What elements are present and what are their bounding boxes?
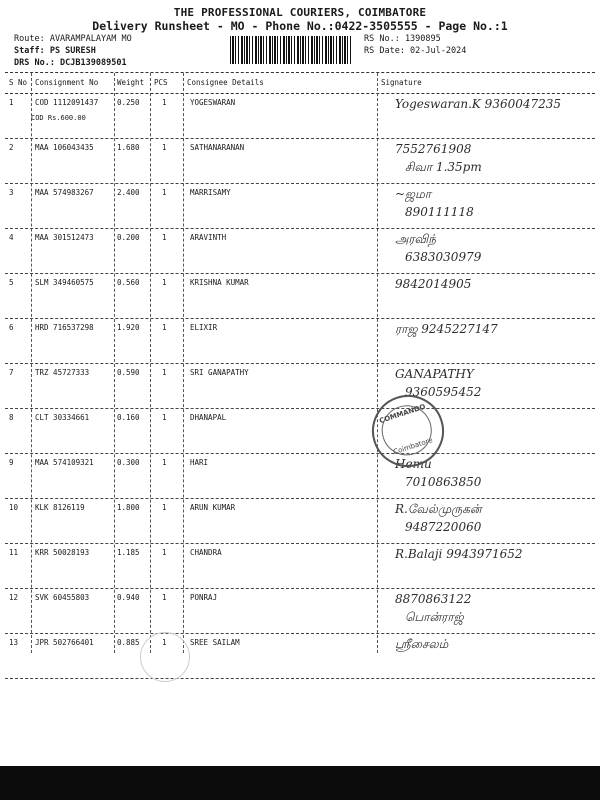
pieces: 1 <box>162 503 167 512</box>
serial-number: 8 <box>9 413 14 422</box>
consignee-name: DHANAPAL <box>190 413 227 422</box>
col-consignment: Consignment No <box>35 78 99 87</box>
signature-note: 890111118 <box>405 205 474 219</box>
signature: Yogeswaran.K 9360047235 <box>395 97 562 111</box>
serial-number: 4 <box>9 233 14 242</box>
commando-stamp: COMMANDO Coimbatore <box>363 386 454 477</box>
consignment-number: MAA 301512473 <box>35 233 94 242</box>
weight: 0.250 <box>117 98 140 107</box>
serial-number: 12 <box>9 593 19 602</box>
table-row <box>5 93 595 139</box>
weight: 1.680 <box>117 143 140 152</box>
pieces: 1 <box>162 413 167 422</box>
weight: 0.560 <box>117 278 140 287</box>
consignee-name: ELIXIR <box>190 323 218 332</box>
signature-note: சிவா 1.35pm <box>405 160 482 174</box>
consignee-name: PONRAJ <box>190 593 218 602</box>
barcode <box>230 36 352 64</box>
col-weight: Weight <box>117 78 145 87</box>
consignment-number: MAA 106043435 <box>35 143 94 152</box>
document-subtitle: Delivery Runsheet - MO - Phone No.:0422-3505555 - Page No.:1 <box>92 19 508 33</box>
pieces: 1 <box>162 278 167 287</box>
col-pcs: PCS <box>154 78 168 87</box>
table-row <box>5 183 595 229</box>
signature-note: 6383030979 <box>405 250 482 264</box>
consignment-number: KLK 8126119 <box>35 503 85 512</box>
serial-number: 9 <box>9 458 14 467</box>
consignee-name: SRI GANAPATHY <box>190 368 249 377</box>
pieces: 1 <box>162 98 167 107</box>
table-row <box>5 633 595 679</box>
consignee-name: HARI <box>190 458 209 467</box>
signature: R.Balaji 9943971652 <box>395 547 523 561</box>
consignment-number: SLM 349460575 <box>35 278 94 287</box>
weight: 0.160 <box>117 413 140 422</box>
cod-amount: COD Rs.600.00 <box>31 114 86 122</box>
weight: 0.940 <box>117 593 140 602</box>
serial-number: 1 <box>9 98 14 107</box>
table-row <box>5 588 595 634</box>
consignment-number: MAA 574109321 <box>35 458 94 467</box>
serial-number: 11 <box>9 548 19 557</box>
signature: GANAPATHY <box>395 367 474 381</box>
table-row <box>5 498 595 544</box>
consignment-number: COD 1112091437 <box>35 98 99 107</box>
serial-number: 13 <box>9 638 19 647</box>
consignee-name: ARUN KUMAR <box>190 503 236 512</box>
col-details: Consignee Details <box>187 78 264 87</box>
serial-number: 7 <box>9 368 14 377</box>
consignee-name: KRISHNA KUMAR <box>190 278 249 287</box>
signature-note: பொன்ராஜ் <box>405 610 464 624</box>
signature: 8870863122 <box>395 592 472 606</box>
scan-edge <box>0 766 600 800</box>
weight: 0.885 <box>117 638 140 647</box>
serial-number: 10 <box>9 503 19 512</box>
route: Route: AVARAMPALAYAM MO <box>14 34 132 44</box>
consignment-number: SVK 60455803 <box>35 593 90 602</box>
weight: 0.300 <box>117 458 140 467</box>
serial-number: 3 <box>9 188 14 197</box>
rs-number: RS No.: 1390895 <box>364 34 441 44</box>
weight: 0.200 <box>117 233 140 242</box>
table-header <box>5 72 595 94</box>
drs-number: DRS No.: DCJB139089501 <box>14 58 127 68</box>
consignee-name: SATHANARANAN <box>190 143 245 152</box>
pieces: 1 <box>162 548 167 557</box>
pieces: 1 <box>162 233 167 242</box>
staff: Staff: PS SURESH <box>14 46 96 56</box>
serial-number: 2 <box>9 143 14 152</box>
signature-note: 9360595452 <box>405 385 482 399</box>
consignee-name: SREE SAILAM <box>190 638 240 647</box>
signature-note: 7010863850 <box>405 475 482 489</box>
consignee-name: ARAVINTH <box>190 233 227 242</box>
signature: 9842014905 <box>395 277 472 291</box>
signature: அரவிந் <box>395 232 436 246</box>
signature: ~ஜமா <box>395 187 431 201</box>
pieces: 1 <box>162 458 167 467</box>
consignment-number: HRD 716537298 <box>35 323 94 332</box>
consignment-number: KRR 50028193 <box>35 548 90 557</box>
pieces: 1 <box>162 593 167 602</box>
table-row <box>5 453 595 499</box>
col-signature: Signature <box>381 78 422 87</box>
pieces: 1 <box>162 638 167 647</box>
weight: 1.185 <box>117 548 140 557</box>
pieces: 1 <box>162 323 167 332</box>
pieces: 1 <box>162 368 167 377</box>
signature: ராஜ 9245227147 <box>395 322 498 336</box>
consignee-name: CHANDRA <box>190 548 222 557</box>
faded-stamp <box>140 632 190 682</box>
signature: Hemu <box>395 457 432 471</box>
consignment-number: MAA 574983267 <box>35 188 94 197</box>
consignment-number: CLT 30334661 <box>35 413 90 422</box>
table-row <box>5 318 595 364</box>
consignee-name: YOGESWARAN <box>190 98 236 107</box>
signature: 7552761908 <box>395 142 472 156</box>
col-sno: S No <box>9 78 28 87</box>
serial-number: 5 <box>9 278 14 287</box>
weight: 0.590 <box>117 368 140 377</box>
table-row <box>5 273 595 319</box>
signature-note: 9487220060 <box>405 520 482 534</box>
table-row <box>5 363 595 409</box>
pieces: 1 <box>162 143 167 152</box>
document-title: THE PROFESSIONAL COURIERS, COIMBATORE <box>173 6 427 19</box>
table-row <box>5 408 595 454</box>
consignee-name: MARRISAMY <box>190 188 231 197</box>
table-row <box>5 138 595 184</box>
consignment-number: JPR 502766401 <box>35 638 94 647</box>
weight: 1.920 <box>117 323 140 332</box>
weight: 1.800 <box>117 503 140 512</box>
table-row <box>5 228 595 274</box>
signature: ஸ்ரீசைலம் <box>395 637 449 651</box>
weight: 2.400 <box>117 188 140 197</box>
table-row <box>5 543 595 589</box>
pieces: 1 <box>162 188 167 197</box>
rs-date: RS Date: 02-Jul-2024 <box>364 46 467 56</box>
signature: R.வேல்முருகன் <box>395 502 482 516</box>
consignment-number: TRZ 45727333 <box>35 368 90 377</box>
serial-number: 6 <box>9 323 14 332</box>
